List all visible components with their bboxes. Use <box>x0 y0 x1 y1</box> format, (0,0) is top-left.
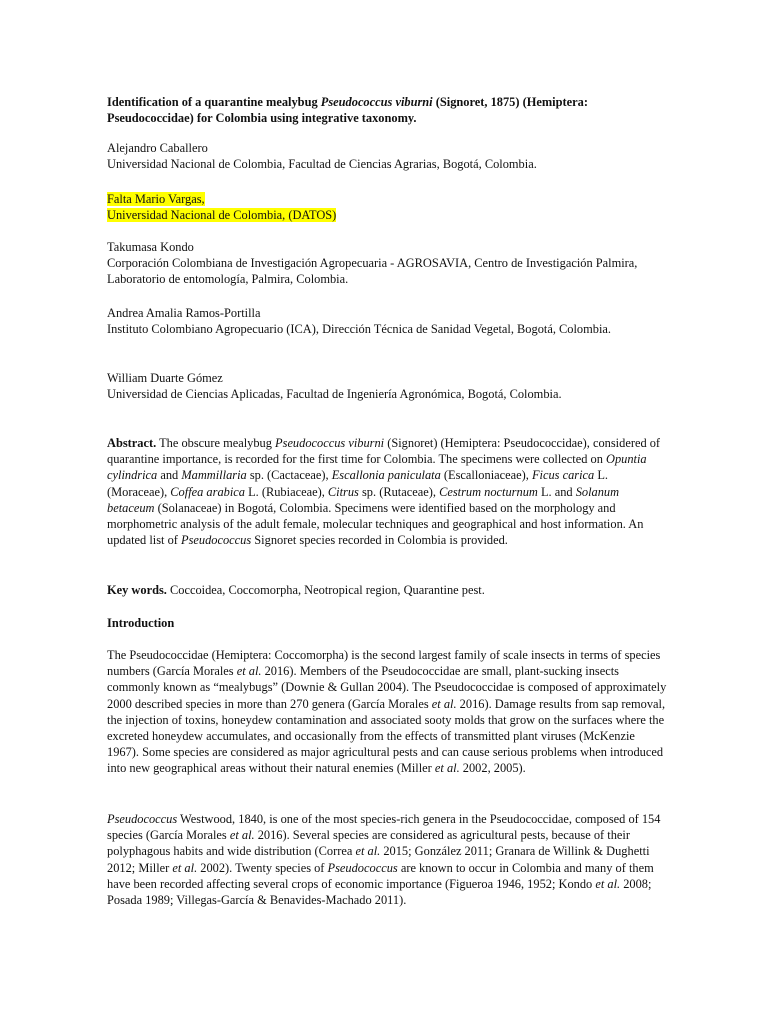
author-name: Andrea Amalia Ramos-Portilla <box>107 306 261 320</box>
author-block <box>107 370 667 402</box>
title-species-name: Pseudococcus viburni <box>320 95 433 109</box>
author-block <box>107 140 667 172</box>
author-affiliation: Universidad de Ciencias Aplicadas, Facultad de Ingeniería Agronómica, Bogotá, Colombia. <box>107 387 562 402</box>
keywords-line: Key words. Coccoidea, Coccomorpha, Neotropical region, Quarantine pest. <box>107 583 485 597</box>
abstract-label: Abstract. <box>107 436 157 450</box>
author-affiliation: Universidad Nacional de Colombia, Facultad de Ciencias Agrarias, Bogotá, Colombia. <box>107 157 537 172</box>
introduction-paragraph-1: The Pseudococcidae (Hemiptera: Coccomorpha) is the second largest family of scale insects in terms of species numbers (García Morales et al. 2016). Members of the Pseudococcidae are small, plant-sucking insects commonly known as “mealybugs” (Downie & Gullan 2004). The Pseudococcidae is composed of approximately 2000 described species in more than 270 genera (García Morales et al. 2016). Damage results from sap removal, the injection of toxins, honeydew contamination and associated sooty molds that grow on the surfaces where the excreted honeydew accumulates, and occasionally from the effects of transmitted plant viruses (McKenzie 1967). Some species are considered as major agricultural pests and can cause serious problems when introduced into new geographical areas without their natural enemies (Miller et al. 2002, 2005). <box>107 648 667 776</box>
abstract-paragraph: Abstract. The obscure mealybug Pseudococcus viburni (Signoret) (Hemiptera: Pseudococcidae), considered of quarantine importance, is recorded for the first time for Colombia. The specimens were collected on Opuntia cylindrica and Mammillaria sp. (Cactaceae), Escallonia paniculata (Escalloniaceae), Ficus carica L. (Moraceae), Coffea arabica L. (Rubiaceae), Citrus sp. (Rutaceae), Cestrum nocturnum L. and Solanum betaceum (Solanaceae) in Bogotá, Colombia. Specimens were identified based on the morphology and morphometric analysis of the adult female, molecular techniques and geographical and host information. An updated list of Pseudococcus Signoret species recorded in Colombia is provided. <box>107 436 661 548</box>
author-affiliation: Instituto Colombiano Agropecuario (ICA), Dirección Técnica de Sanidad Vegetal, Bogotá, Colombia. <box>107 322 611 337</box>
author-block <box>107 239 667 288</box>
author-name: Takumasa Kondo <box>107 240 194 254</box>
author-block <box>107 305 667 337</box>
keywords-label: Key words. <box>107 583 167 597</box>
section-heading-introduction: Introduction <box>107 616 175 630</box>
introduction-paragraph-2: Pseudococcus Westwood, 1840, is one of the most species-rich genera in the Pseudococcidae, composed of 154 species (García Morales et al. 2016). Several species are considered as agricultural pests, because of their polyphagous habits and wide distribution (Correa et al. 2015; González 2011; Granara de Willink & Dughetti 2012; Miller et al. 2002). Twenty species of Pseudococcus are known to occur in Colombia and many of them have been recorded affecting several crops of economic importance (Figueroa 1946, 1952; Kondo et al. 2008; Posada 1989; Villegas-García & Benavides-Machado 2011). <box>107 812 661 908</box>
paper-title: Identification of a quarantine mealybug Pseudococcus viburni (Signoret, 1875) (Hemiptera: Pseudococcidae) for Colombia using integrative taxonomy. <box>107 95 588 126</box>
author-affiliation-highlighted: Universidad Nacional de Colombia, (DATOS) <box>107 208 337 223</box>
author-name: Alejandro Caballero <box>107 141 208 155</box>
author-block <box>107 191 667 223</box>
author-name-highlighted: Falta Mario Vargas, <box>107 192 205 206</box>
author-name: William Duarte Gómez <box>107 371 223 385</box>
author-affiliation: Corporación Colombiana de Investigación Agropecuaria - AGROSAVIA, Centro de Investigación Palmira, Laboratorio de entomología, Palmira, Colombia. <box>107 256 638 287</box>
